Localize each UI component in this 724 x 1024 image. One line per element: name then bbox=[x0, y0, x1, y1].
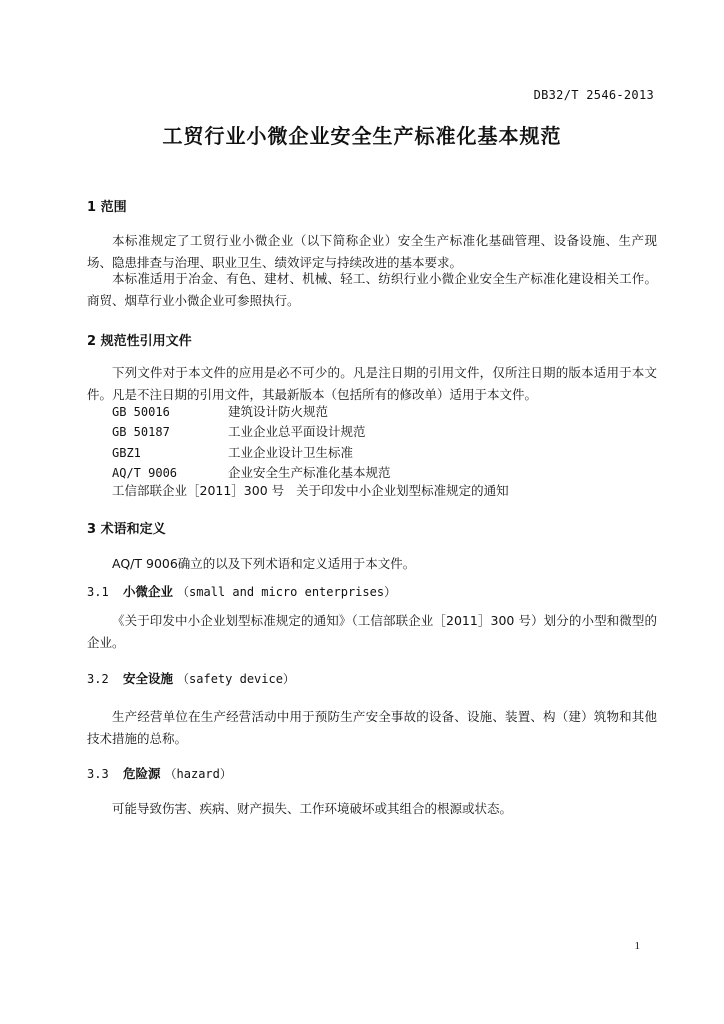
section-1-heading: 1 范围 bbox=[87, 200, 127, 215]
page-number: 1 bbox=[634, 940, 640, 952]
section-1-paragraph-2: 本标准适用于冶金、有色、建材、机械、轻工、纺织行业小微企业安全生产标准化建设相关工作。商贸、烟草行业小微企业可参照执行。 bbox=[87, 271, 657, 308]
term-3-2-definition: 生产经营单位在生产经营活动中用于预防生产安全事故的设备、设施、装置、构（建）筑物和其他技术措施的总称。 bbox=[87, 709, 657, 746]
term-3-3-heading bbox=[87, 764, 232, 784]
reference-row-last bbox=[112, 481, 509, 501]
reference-title: 建筑设计防火规范 bbox=[228, 404, 329, 419]
reference-title: 工业企业设计卫生标准 bbox=[228, 445, 354, 460]
term-number: 3.2 bbox=[87, 672, 109, 686]
reference-code: AQ/T 9006 bbox=[112, 466, 178, 480]
term-3-2-heading bbox=[87, 669, 295, 689]
reference-title: 工业企业总平面设计规范 bbox=[228, 424, 366, 439]
term-3-1-definition: 《关于印发中小企业划型标准规定的通知》（工信部联企业［2011］300 号）划分的小型和微型的企业。 bbox=[87, 613, 657, 650]
term-name: 安全设施 bbox=[123, 671, 174, 686]
term-english: （safety device） bbox=[177, 672, 295, 686]
term-english: （small and micro enterprises） bbox=[177, 585, 397, 599]
section-3-heading: 3 术语和定义 bbox=[87, 522, 166, 537]
term-3-1-heading bbox=[87, 582, 396, 602]
term-english: （hazard） bbox=[164, 767, 232, 781]
reference-code: GBZ1 bbox=[112, 446, 141, 460]
term-3-3-definition: 可能导致伤害、疾病、财产损失、工作环境破坏或其组合的根源或状态。 bbox=[112, 801, 513, 816]
term-number: 3.3 bbox=[87, 767, 109, 781]
term-number: 3.1 bbox=[87, 585, 109, 599]
term-name: 小微企业 bbox=[123, 584, 174, 599]
section-2-heading: 2 规范性引用文件 bbox=[87, 334, 192, 349]
reference-row bbox=[112, 443, 353, 463]
reference-row bbox=[112, 463, 391, 483]
term-name: 危险源 bbox=[123, 766, 161, 781]
section-3-paragraph-1: AQ/T 9006确立的以及下列术语和定义适用于本文件。 bbox=[112, 556, 416, 571]
standard-code: DB32/T 2546-2013 bbox=[533, 88, 654, 102]
reference-row bbox=[112, 402, 328, 422]
reference-row bbox=[112, 422, 366, 442]
document-title: 工贸行业小微企业安全生产标准化基本规范 bbox=[162, 124, 562, 148]
section-2-paragraph-1: 下列文件对于本文件的应用是必不可少的。凡是注日期的引用文件，仅所注日期的版本适用于本文件。凡是不注日期的引用文件，其最新版本（包括所有的修改单）适用于本文件。 bbox=[87, 365, 657, 402]
reference-code: GB 50187 bbox=[112, 425, 170, 439]
reference-title: 企业安全生产标准化基本规范 bbox=[228, 465, 391, 480]
reference-code: GB 50016 bbox=[112, 405, 170, 419]
reference-full-text: 工信部联企业［2011］300 号 关于印发中小企业划型标准规定的通知 bbox=[112, 483, 509, 498]
section-1-paragraph-1: 本标准规定了工贸行业小微企业（以下简称企业）安全生产标准化基础管理、设备设施、生产现场、隐患排查与治理、职业卫生、绩效评定与持续改进的基本要求。 bbox=[87, 233, 657, 270]
